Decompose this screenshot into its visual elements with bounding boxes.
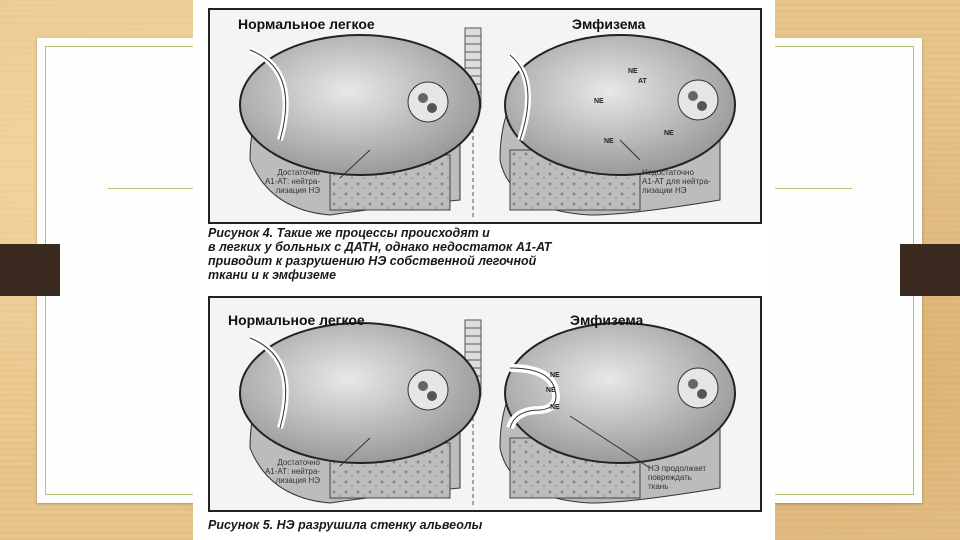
note-line: лизация НЭ: [275, 476, 320, 485]
side-bar-right: [900, 244, 960, 296]
caption-line: ткани и к эмфиземе: [208, 268, 337, 282]
note-line: Недостаточно: [642, 168, 694, 177]
note-line: НЭ продолжает: [648, 464, 707, 473]
ne-label: NE: [604, 138, 614, 145]
ne-label: NE: [550, 404, 560, 411]
ne-label: NE: [594, 98, 604, 105]
note-line: А1-АТ: нейтра-: [264, 467, 320, 476]
note-line: лизации НЭ: [642, 186, 687, 195]
note-line: ткань: [648, 482, 669, 491]
note-ne-continues-damage: [648, 464, 706, 491]
title-emphysema: Эмфизема: [572, 16, 646, 32]
side-bar-left: [0, 244, 60, 296]
ne-label: NE: [550, 372, 560, 379]
figure-5: [208, 296, 762, 512]
note-line: Достаточно: [277, 458, 320, 467]
figure-4-caption: [208, 226, 551, 282]
note-line: повреждать: [648, 473, 692, 482]
note-line: лизация НЭ: [275, 186, 320, 195]
title-emphysema: Эмфизема: [570, 312, 644, 328]
figure-5-caption: [208, 518, 482, 532]
note-line: А1-АТ для нейтра-: [642, 177, 711, 186]
figure-4: [208, 8, 762, 224]
caption-line: Рисунок 4. Такие же процессы происходят и: [208, 226, 490, 240]
caption-line: Рисунок 5. НЭ разрушила стенку альвеолы: [208, 518, 483, 532]
note-sufficient-a1at: [240, 458, 320, 485]
note-line: Достаточно: [277, 168, 320, 177]
note-sufficient-a1at: [240, 168, 320, 195]
ne-label: NE: [546, 387, 556, 394]
divider-line-left: [108, 188, 193, 189]
note-insufficient-a1at: [642, 168, 711, 195]
document-image: [193, 0, 775, 540]
title-normal-lung: Нормальное легкое: [228, 312, 365, 328]
ne-label: NE: [628, 68, 638, 75]
caption-line: в легких у больных с ДАТН, однако недостаток А1-АТ: [208, 240, 552, 254]
note-line: А1-АТ: нейтра-: [264, 177, 320, 186]
at-label: AT: [638, 78, 647, 85]
divider-line-right: [775, 188, 852, 189]
ne-label: NE: [664, 130, 674, 137]
caption-line: приводит к разрушению НЭ собственной легочной: [208, 254, 537, 268]
title-normal-lung: Нормальное легкое: [238, 16, 375, 32]
